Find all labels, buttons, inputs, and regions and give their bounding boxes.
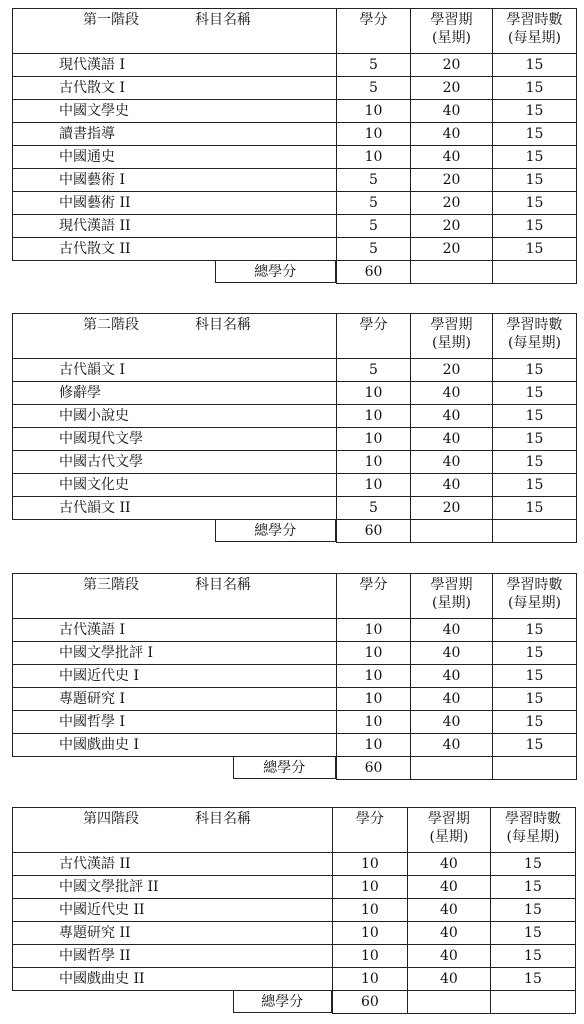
weeks-cell: 20 xyxy=(411,54,493,77)
table-row xyxy=(13,876,576,899)
course-name-cell: 中國小說史 xyxy=(13,405,337,428)
table-row xyxy=(13,853,576,876)
course-name-cell: 讀書指導 xyxy=(13,123,337,146)
weeks-cell: 40 xyxy=(411,734,493,757)
total-label: 總學分 xyxy=(215,520,337,542)
credits-cell: 5 xyxy=(337,54,411,77)
credits-header: 學分 xyxy=(337,314,411,359)
hours-cell: 15 xyxy=(490,945,575,968)
course-name-cell: 古代韻文 II xyxy=(13,497,337,520)
stage-2-block xyxy=(12,313,576,543)
total-credits: 60 xyxy=(337,520,411,543)
weeks-cell: 20 xyxy=(411,192,493,215)
hours-cell: 15 xyxy=(493,192,577,215)
credits-cell: 10 xyxy=(332,899,407,922)
hours-cell: 15 xyxy=(493,100,577,123)
credits-cell: 5 xyxy=(337,238,411,261)
table-row xyxy=(13,451,577,474)
weeks-cell: 40 xyxy=(411,688,493,711)
stage-2-table xyxy=(12,313,577,543)
table-header-row xyxy=(13,314,577,359)
total-row xyxy=(13,991,576,1014)
total-row xyxy=(13,261,577,284)
table-row xyxy=(13,968,576,991)
weeks-cell: 40 xyxy=(407,945,490,968)
course-name-cell: 專題研究 I xyxy=(13,688,337,711)
credits-cell: 10 xyxy=(337,642,411,665)
table-row xyxy=(13,734,577,757)
credits-cell: 10 xyxy=(337,665,411,688)
table-row xyxy=(13,497,577,520)
stage-label: 第二階段 xyxy=(83,317,139,333)
table-row xyxy=(13,688,577,711)
weeks-cell: 40 xyxy=(411,100,493,123)
credits-cell: 10 xyxy=(337,123,411,146)
stage-3-table xyxy=(12,573,577,780)
total-row xyxy=(13,520,577,543)
stage-4-block xyxy=(12,807,576,1014)
table-row xyxy=(13,382,577,405)
credits-cell: 10 xyxy=(337,146,411,169)
credits-header: 學分 xyxy=(337,9,411,54)
hours-cell: 15 xyxy=(490,922,575,945)
credits-cell: 10 xyxy=(337,474,411,497)
table-row xyxy=(13,100,577,123)
credits-header: 學分 xyxy=(332,808,407,853)
weeks-cell: 40 xyxy=(411,642,493,665)
table-row xyxy=(13,711,577,734)
table-row xyxy=(13,899,576,922)
credits-cell: 10 xyxy=(332,853,407,876)
hours-cell: 15 xyxy=(493,619,577,642)
course-name-cell: 中國戲曲史 I xyxy=(13,734,337,757)
table-row xyxy=(13,146,577,169)
credits-header: 學分 xyxy=(337,574,411,619)
table-row xyxy=(13,238,577,261)
credits-cell: 5 xyxy=(337,359,411,382)
credits-cell: 5 xyxy=(337,497,411,520)
course-name-cell: 中國通史 xyxy=(13,146,337,169)
credits-cell: 10 xyxy=(337,428,411,451)
table-row xyxy=(13,405,577,428)
total-credits: 60 xyxy=(332,991,407,1014)
total-credits: 60 xyxy=(337,261,411,284)
table-row xyxy=(13,665,577,688)
course-name-cell: 中國古代文學 xyxy=(13,451,337,474)
hours-cell: 15 xyxy=(490,853,575,876)
hours-cell: 15 xyxy=(493,359,577,382)
hours-cell: 15 xyxy=(493,382,577,405)
table-row xyxy=(13,945,576,968)
stage-3-block xyxy=(12,573,576,780)
course-name-cell: 中國文學批評 II xyxy=(13,876,333,899)
weeks-cell: 20 xyxy=(411,359,493,382)
weeks-cell: 20 xyxy=(411,238,493,261)
subject-name-header: 科目名稱 xyxy=(195,811,251,827)
stage-1-table xyxy=(12,8,577,284)
credits-cell: 10 xyxy=(332,968,407,991)
weeks-cell: 40 xyxy=(411,711,493,734)
course-name-cell: 中國藝術 I xyxy=(13,169,337,192)
course-name-cell: 專題研究 II xyxy=(13,922,333,945)
credits-cell: 10 xyxy=(337,734,411,757)
subject-name-header: 科目名稱 xyxy=(195,577,251,593)
course-name-cell: 中國哲學 II xyxy=(13,945,333,968)
table-row xyxy=(13,123,577,146)
hours-cell: 15 xyxy=(493,711,577,734)
weeks-cell: 20 xyxy=(411,497,493,520)
table-row xyxy=(13,922,576,945)
hours-cell: 15 xyxy=(490,899,575,922)
hours-cell: 15 xyxy=(490,968,575,991)
table-row xyxy=(13,428,577,451)
subject-name-header: 科目名稱 xyxy=(195,12,251,28)
course-name-cell: 古代散文 I xyxy=(13,77,337,100)
hours-header: 學習時數 (每星期) xyxy=(493,9,577,54)
weeks-cell: 40 xyxy=(411,382,493,405)
weeks-cell: 40 xyxy=(407,876,490,899)
course-name-cell: 修辭學 xyxy=(13,382,337,405)
weeks-cell: 40 xyxy=(411,428,493,451)
credits-cell: 5 xyxy=(337,77,411,100)
credits-cell: 10 xyxy=(337,619,411,642)
course-name-cell: 中國近代史 I xyxy=(13,665,337,688)
hours-cell: 15 xyxy=(493,146,577,169)
course-name-cell: 中國近代史 II xyxy=(13,899,333,922)
credits-cell: 5 xyxy=(337,192,411,215)
total-label: 總學分 xyxy=(215,261,337,283)
credits-cell: 10 xyxy=(337,688,411,711)
weeks-cell: 40 xyxy=(407,922,490,945)
course-name-cell: 中國文化史 xyxy=(13,474,337,497)
weeks-cell: 40 xyxy=(407,899,490,922)
hours-cell: 15 xyxy=(493,428,577,451)
credits-cell: 5 xyxy=(337,215,411,238)
hours-header: 學習時數 (每星期) xyxy=(493,314,577,359)
hours-cell: 15 xyxy=(493,734,577,757)
table-row xyxy=(13,474,577,497)
total-credits: 60 xyxy=(337,757,411,780)
weeks-cell: 40 xyxy=(407,968,490,991)
course-name-cell: 古代散文 II xyxy=(13,238,337,261)
credits-cell: 5 xyxy=(337,169,411,192)
stage-label: 第三階段 xyxy=(83,577,139,593)
hours-cell: 15 xyxy=(493,497,577,520)
course-name-cell: 古代漢語 I xyxy=(13,619,337,642)
credits-cell: 10 xyxy=(337,711,411,734)
credits-cell: 10 xyxy=(332,945,407,968)
period-header: 學習期 (星期) xyxy=(411,9,493,54)
table-row xyxy=(13,619,577,642)
stage-4-table xyxy=(12,807,576,1014)
table-row xyxy=(13,192,577,215)
hours-cell: 15 xyxy=(493,405,577,428)
period-header: 學習期 (星期) xyxy=(407,808,490,853)
weeks-cell: 40 xyxy=(411,123,493,146)
table-row xyxy=(13,359,577,382)
hours-cell: 15 xyxy=(493,123,577,146)
hours-cell: 15 xyxy=(493,238,577,261)
hours-cell: 15 xyxy=(493,688,577,711)
hours-cell: 15 xyxy=(493,77,577,100)
course-name-cell: 中國戲曲史 II xyxy=(13,968,333,991)
table-row xyxy=(13,169,577,192)
credits-cell: 10 xyxy=(332,876,407,899)
hours-cell: 15 xyxy=(493,474,577,497)
course-name-cell: 中國文學史 xyxy=(13,100,337,123)
stage-label: 第四階段 xyxy=(83,811,139,827)
course-name-cell: 現代漢語 II xyxy=(13,215,337,238)
table-row xyxy=(13,642,577,665)
course-name-cell: 中國現代文學 xyxy=(13,428,337,451)
hours-cell: 15 xyxy=(493,169,577,192)
hours-cell: 15 xyxy=(493,642,577,665)
course-name-cell: 現代漢語 I xyxy=(13,54,337,77)
table-header-row xyxy=(13,574,577,619)
weeks-cell: 40 xyxy=(411,405,493,428)
subject-name-header: 科目名稱 xyxy=(195,317,251,333)
credits-cell: 10 xyxy=(337,382,411,405)
course-name-cell: 中國藝術 II xyxy=(13,192,337,215)
credits-cell: 10 xyxy=(332,922,407,945)
total-label: 總學分 xyxy=(233,991,332,1013)
table-header-row xyxy=(13,9,577,54)
weeks-cell: 40 xyxy=(411,619,493,642)
weeks-cell: 40 xyxy=(407,853,490,876)
table-header-row xyxy=(13,808,576,853)
hours-cell: 15 xyxy=(493,215,577,238)
credits-cell: 10 xyxy=(337,405,411,428)
total-label: 總學分 xyxy=(233,757,337,779)
weeks-cell: 20 xyxy=(411,77,493,100)
total-row xyxy=(13,757,577,780)
hours-header: 學習時數 (每星期) xyxy=(490,808,575,853)
table-row xyxy=(13,215,577,238)
period-header: 學習期 (星期) xyxy=(411,574,493,619)
course-name-cell: 古代漢語 II xyxy=(13,853,333,876)
stage-label: 第一階段 xyxy=(83,12,139,28)
stage-1-block xyxy=(12,8,576,284)
weeks-cell: 20 xyxy=(411,215,493,238)
course-name-cell: 古代韻文 I xyxy=(13,359,337,382)
credits-cell: 10 xyxy=(337,100,411,123)
course-name-cell: 中國哲學 I xyxy=(13,711,337,734)
weeks-cell: 40 xyxy=(411,451,493,474)
weeks-cell: 40 xyxy=(411,665,493,688)
table-row xyxy=(13,77,577,100)
hours-cell: 15 xyxy=(493,451,577,474)
hours-cell: 15 xyxy=(493,665,577,688)
table-row xyxy=(13,54,577,77)
hours-cell: 15 xyxy=(493,54,577,77)
credits-cell: 10 xyxy=(337,451,411,474)
hours-cell: 15 xyxy=(490,876,575,899)
weeks-cell: 20 xyxy=(411,169,493,192)
weeks-cell: 40 xyxy=(411,146,493,169)
period-header: 學習期 (星期) xyxy=(411,314,493,359)
course-name-cell: 中國文學批評 I xyxy=(13,642,337,665)
weeks-cell: 40 xyxy=(411,474,493,497)
hours-header: 學習時數 (每星期) xyxy=(493,574,577,619)
